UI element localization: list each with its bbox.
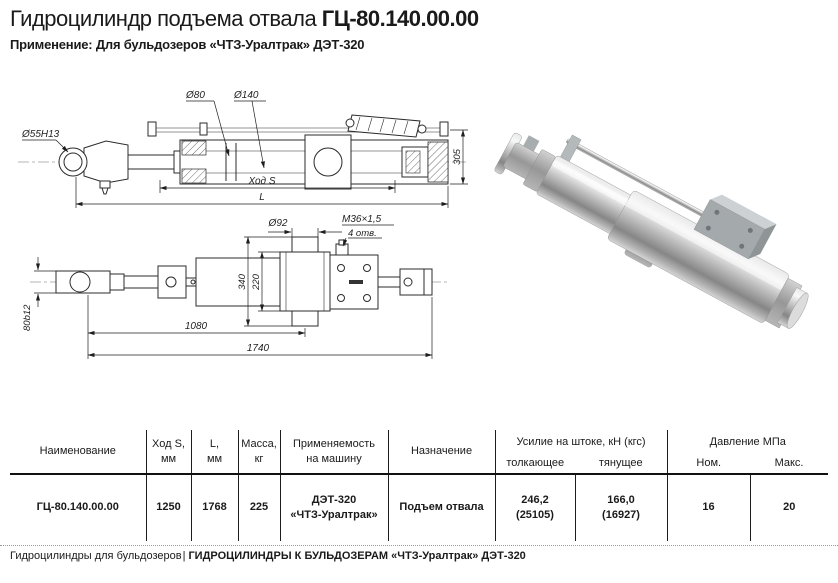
page-title-text: Гидроцилиндр подъема отвала — [10, 6, 322, 31]
dim-height-label: 305 — [452, 149, 463, 165]
table-row — [10, 474, 828, 541]
footer-divider — [0, 545, 838, 546]
cell-pull-force: 166,0 (16927) — [575, 474, 667, 541]
application-note: Применение: Для бульдозеров «ЧТЗ-Уралтрак» ДЭТ-320 — [10, 37, 365, 52]
dim-1080-label: 1080 — [184, 321, 208, 332]
col-header-nominal: Ном. — [667, 454, 750, 474]
cell-push-force: 246,2 (25105) — [495, 474, 575, 541]
col-group-pressure: Давление МПа — [709, 435, 786, 448]
col-header-push: толкающее — [495, 454, 575, 474]
retracted-view — [22, 214, 448, 359]
cell-name: ГЦ-80.140.00.00 — [10, 474, 146, 541]
footer-separator: | — [182, 550, 186, 562]
footer — [10, 550, 526, 562]
col-header-mass: Масса, кг — [238, 430, 280, 474]
spec-table — [10, 430, 828, 541]
dim-eye-bore-label: Ø55H13 — [22, 129, 60, 140]
dim-thread-label: M36×1,5 — [342, 214, 382, 225]
footer-category: Гидроцилиндры для бульдозеров — [10, 550, 182, 562]
dim-1740-label: 1740 — [246, 343, 270, 354]
col-header-length: L, мм — [191, 430, 238, 474]
col-header-purpose: Назначение — [388, 430, 495, 474]
col-header-max: Макс. — [750, 454, 828, 474]
cell-pressure-max: 20 — [783, 501, 796, 514]
page-title — [10, 6, 479, 32]
cell-length: 1768 — [191, 474, 238, 541]
col-header-application: Применяемость на машину — [280, 430, 388, 474]
footer-title: ГИДРОЦИЛИНДРЫ К БУЛЬДОЗЕРАМ «ЧТЗ-Уралтрак» ДЭТ-320 — [188, 550, 526, 562]
col-header-pull: тянущее — [575, 454, 667, 474]
extended-view — [18, 90, 468, 208]
col-group-force: Усилие на штоке, кН (кгс) — [495, 430, 667, 454]
dim-holes-label: 4 отв. — [348, 228, 377, 239]
cell-pressure-nominal: 16 — [667, 474, 750, 541]
cylinder-render — [488, 112, 833, 342]
dim-flange-inner-label: 220 — [251, 274, 262, 290]
dim-boss-dia-label: Ø92 — [268, 218, 288, 229]
cell-purpose: Подъем отвала — [388, 474, 495, 541]
col-header-stroke: Ход S, мм — [146, 430, 191, 474]
col-header-name: Наименование — [10, 430, 146, 474]
dim-rod-dia-label: Ø80 — [186, 90, 205, 101]
cell-stroke: 1250 — [146, 474, 191, 541]
technical-drawing — [0, 85, 480, 380]
product-photo — [480, 112, 838, 357]
cell-mass: 225 — [238, 474, 280, 541]
dim-flange-outer-label: 340 — [237, 274, 248, 290]
cell-application: ДЭТ-320 «ЧТЗ-Уралтрак» — [280, 474, 388, 541]
dim-bore-dia-label: Ø140 — [234, 90, 259, 101]
dim-length-label: L — [259, 192, 265, 203]
dim-rod-tolerance-label: 80b12 — [22, 304, 33, 331]
dim-stroke-label: Ход S — [248, 176, 276, 187]
model-number: ГЦ-80.140.00.00 — [321, 6, 479, 31]
